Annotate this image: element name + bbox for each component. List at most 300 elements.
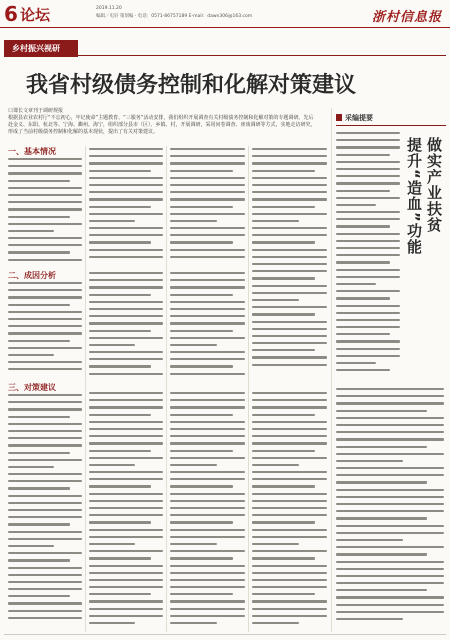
text-line xyxy=(8,165,82,167)
text-line xyxy=(8,208,82,210)
sidebar-text-block xyxy=(336,132,400,382)
text-line xyxy=(170,184,245,186)
text-line xyxy=(336,568,444,570)
text-line xyxy=(170,234,245,236)
text-line xyxy=(8,368,82,370)
text-line xyxy=(170,322,245,324)
text-line xyxy=(336,417,444,419)
text-line xyxy=(252,249,327,251)
text-line xyxy=(170,615,245,617)
text-line xyxy=(8,444,82,446)
text-line xyxy=(252,241,315,243)
text-line xyxy=(336,261,390,263)
text-line xyxy=(336,369,390,371)
text-line xyxy=(170,550,245,552)
text-line xyxy=(89,421,163,423)
text-line xyxy=(336,388,444,390)
text-line xyxy=(89,600,163,602)
text-line xyxy=(89,227,163,229)
text-line xyxy=(89,536,163,538)
text-line xyxy=(89,241,151,243)
text-line xyxy=(252,227,327,229)
text-line xyxy=(170,543,217,545)
text-line xyxy=(89,191,163,193)
text-line xyxy=(8,194,82,196)
text-line xyxy=(89,442,163,444)
text-line xyxy=(252,313,315,315)
text-line xyxy=(336,467,444,469)
text-line xyxy=(89,521,151,523)
text-line xyxy=(170,392,245,394)
text-line xyxy=(336,395,444,397)
text-line xyxy=(89,414,151,416)
text-line xyxy=(8,516,82,518)
text-line xyxy=(8,332,82,334)
text-line xyxy=(8,466,54,468)
text-line xyxy=(252,191,327,193)
text-line xyxy=(170,220,217,222)
text-line xyxy=(252,550,327,552)
text-line xyxy=(336,204,376,206)
text-line xyxy=(8,610,82,612)
text-line xyxy=(170,521,233,523)
text-line xyxy=(89,279,163,281)
text-line xyxy=(252,572,327,574)
text-line xyxy=(170,586,245,588)
sidebar-headline xyxy=(404,137,444,255)
text-line xyxy=(8,473,82,475)
text-line xyxy=(252,198,327,200)
text-line xyxy=(170,344,217,346)
text-line xyxy=(89,471,163,473)
text-line xyxy=(336,146,400,148)
text-line xyxy=(336,553,427,555)
text-line xyxy=(170,608,245,610)
text-line xyxy=(89,478,163,480)
body-text-block xyxy=(170,392,245,630)
text-line xyxy=(89,572,163,574)
text-line xyxy=(89,170,151,172)
text-line xyxy=(170,593,233,595)
text-line xyxy=(89,392,163,394)
text-line xyxy=(336,446,427,448)
text-line xyxy=(8,223,82,225)
text-line xyxy=(336,611,444,613)
text-line xyxy=(336,546,444,548)
text-line xyxy=(89,256,163,258)
text-line xyxy=(252,450,315,452)
page-number: 6 xyxy=(4,2,18,26)
section-heading-basic: 一、基本情况 xyxy=(8,147,56,156)
text-line xyxy=(170,485,233,487)
text-line xyxy=(8,495,82,497)
text-line xyxy=(252,292,327,294)
text-line xyxy=(89,148,163,150)
text-line xyxy=(89,358,163,360)
text-line xyxy=(252,148,327,150)
text-line xyxy=(170,457,245,459)
text-line xyxy=(170,294,233,296)
text-line xyxy=(252,270,327,272)
text-line xyxy=(89,493,163,495)
text-line xyxy=(252,457,327,459)
text-line xyxy=(89,608,163,610)
text-line xyxy=(336,240,400,242)
text-line xyxy=(8,282,82,284)
text-line xyxy=(8,296,82,298)
text-line xyxy=(170,529,245,531)
page-bottom-rule xyxy=(4,634,446,635)
text-line xyxy=(336,561,444,563)
text-line xyxy=(8,487,70,489)
text-line xyxy=(170,579,245,581)
text-line xyxy=(8,311,82,313)
text-line xyxy=(252,521,315,523)
editor-contact: 编辑／史轩 策划编 · 电话：0571-86757189 E-mail：dawn306@163.com xyxy=(96,14,253,19)
text-line xyxy=(8,416,70,418)
text-line xyxy=(252,514,327,516)
text-line xyxy=(336,154,390,156)
body-text-block xyxy=(89,392,163,630)
text-line xyxy=(336,319,400,321)
text-line xyxy=(336,333,390,335)
text-line xyxy=(89,485,151,487)
text-line xyxy=(252,335,327,337)
text-line xyxy=(336,503,444,505)
text-line xyxy=(252,277,315,279)
text-line xyxy=(252,328,327,330)
text-line xyxy=(336,326,400,328)
issue-date: 2019.11.20 xyxy=(96,6,122,11)
text-line xyxy=(336,438,444,440)
text-line xyxy=(8,408,82,410)
text-line xyxy=(89,500,163,502)
text-line xyxy=(252,220,299,222)
text-line xyxy=(8,172,82,174)
text-line xyxy=(336,410,427,412)
text-line xyxy=(170,373,245,375)
text-line xyxy=(336,539,403,541)
text-line xyxy=(252,406,327,408)
text-line xyxy=(170,330,233,332)
text-line xyxy=(252,184,327,186)
text-line xyxy=(89,301,163,303)
text-line xyxy=(170,301,245,303)
text-line xyxy=(170,471,245,473)
text-line xyxy=(336,402,444,404)
text-line xyxy=(336,290,400,292)
text-line xyxy=(252,364,327,366)
text-line xyxy=(336,517,427,519)
text-line xyxy=(8,251,70,253)
text-line xyxy=(252,464,299,466)
text-line xyxy=(8,354,54,356)
text-line xyxy=(252,536,327,538)
text-line xyxy=(8,340,70,342)
text-line xyxy=(336,510,444,512)
article-headline: 我省村级债务控制和化解对策建议 xyxy=(26,73,357,98)
text-line xyxy=(252,565,327,567)
text-line xyxy=(8,602,82,604)
text-line xyxy=(89,365,151,367)
text-line xyxy=(89,322,163,324)
text-line xyxy=(170,315,245,317)
text-line xyxy=(252,543,299,545)
text-line xyxy=(8,567,82,569)
column-tag: 乡村振兴视研 xyxy=(4,40,78,57)
text-line xyxy=(89,337,163,339)
text-line xyxy=(89,557,151,559)
text-line xyxy=(252,500,327,502)
text-line xyxy=(8,318,82,320)
text-line xyxy=(8,430,82,432)
text-line xyxy=(89,550,163,552)
text-line xyxy=(336,297,390,299)
text-line xyxy=(170,600,245,602)
text-line xyxy=(8,552,82,554)
text-line xyxy=(252,442,327,444)
text-line xyxy=(336,175,400,177)
text-line xyxy=(8,201,82,203)
text-line xyxy=(336,168,400,170)
text-line xyxy=(170,557,233,559)
newspaper-logo: 浙村信息报 xyxy=(371,10,442,25)
text-line xyxy=(336,218,400,220)
text-line xyxy=(89,399,163,401)
text-line xyxy=(8,158,82,160)
text-line xyxy=(336,247,400,249)
text-line xyxy=(89,593,151,595)
text-line xyxy=(252,435,327,437)
text-line xyxy=(89,162,163,164)
text-line xyxy=(8,347,82,349)
text-line xyxy=(89,406,163,408)
text-line xyxy=(89,579,163,581)
text-line xyxy=(170,148,245,150)
text-line xyxy=(89,155,163,157)
body-text-block xyxy=(252,148,327,378)
sidebar-rule xyxy=(336,125,446,126)
text-line xyxy=(252,213,327,215)
text-line xyxy=(8,538,82,540)
column-divider xyxy=(85,146,86,632)
text-line xyxy=(336,362,376,364)
text-line xyxy=(170,572,245,574)
column-divider xyxy=(166,146,167,632)
text-line xyxy=(89,450,151,452)
text-line xyxy=(89,234,163,236)
text-line xyxy=(89,622,135,624)
text-line xyxy=(170,249,245,251)
text-line xyxy=(170,406,245,408)
text-line xyxy=(8,559,70,561)
text-line xyxy=(252,586,327,588)
text-line xyxy=(336,139,400,141)
text-line xyxy=(170,493,245,495)
text-line xyxy=(252,342,327,344)
text-line xyxy=(252,162,327,164)
body-text-block xyxy=(252,392,327,630)
text-line xyxy=(336,182,400,184)
text-line xyxy=(170,191,245,193)
text-line xyxy=(336,283,376,285)
section-heading-causes: 二、成因分析 xyxy=(8,271,56,280)
text-line xyxy=(89,272,163,274)
text-line xyxy=(252,471,327,473)
text-line xyxy=(8,588,82,590)
text-line xyxy=(252,263,327,265)
text-line xyxy=(170,206,233,208)
text-line xyxy=(170,272,245,274)
text-line xyxy=(336,254,400,256)
text-line xyxy=(89,220,135,222)
body-text-block xyxy=(89,148,163,266)
text-line xyxy=(89,457,163,459)
text-line xyxy=(8,502,82,504)
text-line xyxy=(8,459,82,461)
text-line xyxy=(8,325,82,327)
text-line xyxy=(89,213,163,215)
text-line xyxy=(8,187,82,189)
text-line xyxy=(252,622,299,624)
body-text-block xyxy=(8,282,82,378)
text-line xyxy=(170,351,245,353)
text-line xyxy=(252,600,327,602)
text-line xyxy=(336,596,444,598)
text-line xyxy=(89,286,163,288)
text-line xyxy=(336,453,444,455)
text-line xyxy=(8,531,82,533)
section-name: 论坛 xyxy=(20,6,51,24)
text-line xyxy=(170,442,245,444)
text-line xyxy=(336,161,400,163)
text-line xyxy=(8,523,70,525)
text-line xyxy=(170,286,245,288)
text-line xyxy=(252,421,327,423)
text-line xyxy=(89,249,163,251)
text-line xyxy=(170,155,245,157)
text-line xyxy=(8,216,70,218)
text-line xyxy=(336,431,444,433)
text-line xyxy=(252,299,299,301)
text-line xyxy=(89,198,163,200)
text-line xyxy=(170,162,245,164)
text-line xyxy=(170,536,245,538)
text-line xyxy=(170,514,245,516)
text-line xyxy=(336,496,444,498)
text-line xyxy=(336,532,444,534)
text-line xyxy=(89,529,163,531)
text-line xyxy=(89,351,163,353)
text-line xyxy=(336,269,400,271)
text-line xyxy=(170,198,245,200)
text-line xyxy=(89,177,163,179)
text-line xyxy=(336,575,444,577)
text-line xyxy=(8,545,54,547)
body-text-block xyxy=(8,394,82,630)
text-line xyxy=(336,604,444,606)
text-line xyxy=(336,225,390,227)
text-line xyxy=(170,428,245,430)
text-line xyxy=(252,234,327,236)
text-line xyxy=(170,177,245,179)
text-line xyxy=(89,586,163,588)
text-line xyxy=(170,399,245,401)
text-line xyxy=(252,349,315,351)
text-line xyxy=(170,279,245,281)
text-line xyxy=(8,259,82,261)
text-line xyxy=(89,184,163,186)
text-line xyxy=(8,480,82,482)
text-line xyxy=(252,615,327,617)
text-line xyxy=(8,244,82,246)
body-text-block xyxy=(89,272,163,380)
text-line xyxy=(336,312,400,314)
text-line xyxy=(252,557,315,559)
text-line xyxy=(252,206,315,208)
text-line xyxy=(170,241,233,243)
text-line xyxy=(89,373,163,375)
text-line xyxy=(89,435,163,437)
text-line xyxy=(170,435,245,437)
text-line xyxy=(170,421,245,423)
text-line xyxy=(336,355,400,357)
text-line xyxy=(336,348,400,350)
text-line xyxy=(252,399,327,401)
text-line xyxy=(336,481,427,483)
text-line xyxy=(8,574,82,576)
article-lede: 根据县农业农村厅“不忘初心，牢记使命”主题教育、“三服务”活动安排，我们组织开展调查有关村级债务控制和化解对策的专题调研。先后赴金义、东阳、杭北等、宁海、衢州、海宁，组织部分县市（区）、乡镇、村，开展调研，采用问卷调查、座谈调研等方式，实地走访研究，形成了当前村级债务控制和化解的基本现状，提出了有关对策建议。 xyxy=(8,115,316,136)
text-line xyxy=(336,340,400,342)
text-line xyxy=(336,582,444,584)
text-line xyxy=(252,493,327,495)
text-line xyxy=(336,276,400,278)
text-line xyxy=(336,489,444,491)
text-line xyxy=(252,579,327,581)
text-line xyxy=(336,460,403,462)
sidebar-column-title: 采编提要 xyxy=(336,113,373,123)
text-line xyxy=(89,206,151,208)
text-line xyxy=(89,344,135,346)
text-line xyxy=(89,294,151,296)
sidebar-headline-line-1: 做实产业扶贫 xyxy=(425,137,443,233)
text-line xyxy=(252,285,327,287)
text-line xyxy=(8,595,70,597)
body-text-block xyxy=(170,148,245,266)
text-line xyxy=(8,401,82,403)
text-line xyxy=(8,581,82,583)
text-line xyxy=(89,315,163,317)
text-line xyxy=(8,394,82,396)
sidebar-text-block xyxy=(336,388,444,630)
text-line xyxy=(8,452,70,454)
text-line xyxy=(89,330,151,332)
text-line xyxy=(8,230,54,232)
text-line xyxy=(8,237,82,239)
text-line xyxy=(89,514,163,516)
text-line xyxy=(170,414,233,416)
text-line xyxy=(336,190,390,192)
text-line xyxy=(336,197,400,199)
text-line xyxy=(89,308,163,310)
text-line xyxy=(170,478,245,480)
section-heading-suggestions: 三、对策建议 xyxy=(8,383,56,392)
text-line xyxy=(8,617,82,619)
text-line xyxy=(170,170,233,172)
text-line xyxy=(170,365,233,367)
text-line xyxy=(336,525,444,527)
text-line xyxy=(8,361,82,363)
